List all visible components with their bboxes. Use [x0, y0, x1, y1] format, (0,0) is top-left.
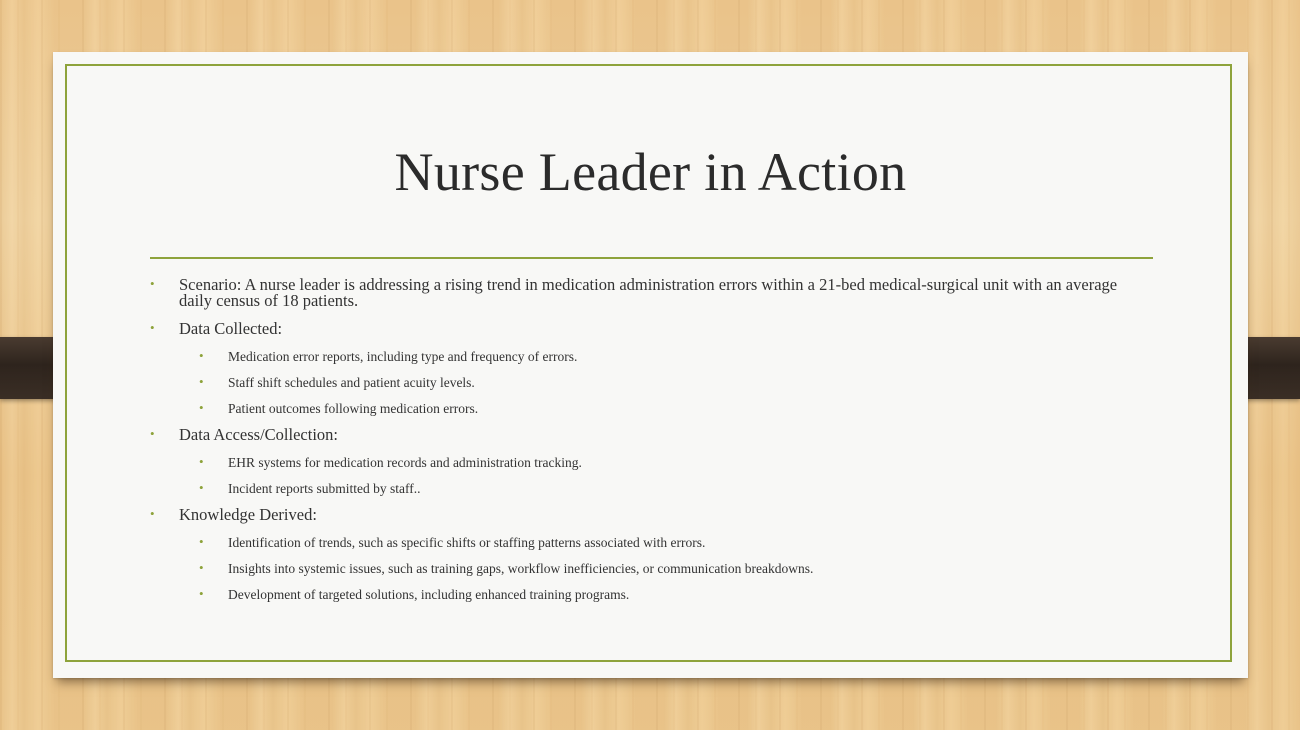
- bullet-marker: •: [199, 534, 204, 549]
- sub-bullet: [150, 349, 1150, 365]
- bullet-marker: •: [199, 560, 204, 575]
- bullet-data-collected: [150, 321, 1150, 337]
- bullet-marker: •: [150, 426, 155, 441]
- sub-bullet-text: Identification of trends, such as specific shifts or staffing patterns associated with errors.: [228, 535, 706, 550]
- bullet-marker: •: [199, 480, 204, 495]
- sub-bullet: [150, 375, 1150, 391]
- bullet-marker: •: [199, 348, 204, 363]
- bullet-scenario: [150, 277, 1150, 309]
- bullet-knowledge-derived: [150, 507, 1150, 523]
- sub-bullet-text: Development of targeted solutions, including enhanced training programs.: [228, 587, 630, 602]
- bullet-marker: •: [199, 586, 204, 601]
- bullet-text: Data Collected:: [179, 319, 283, 338]
- sub-bullet: [150, 401, 1150, 417]
- sub-bullet-text: Patient outcomes following medication errors.: [228, 401, 479, 416]
- sub-bullet-text: EHR systems for medication records and administration tracking.: [228, 455, 582, 470]
- bullet-marker: •: [199, 400, 204, 415]
- sub-bullet-text: Medication error reports, including type and frequency of errors.: [228, 349, 578, 364]
- bullet-text: Scenario: A nurse leader is addressing a rising trend in medication administration errors within a 21-bed medical-surgical unit with an average daily census of 18 patients.: [179, 275, 1118, 310]
- sub-bullet: [150, 455, 1150, 471]
- bullet-marker: •: [150, 506, 155, 521]
- sub-bullet: [150, 535, 1150, 551]
- bullet-marker: •: [199, 374, 204, 389]
- bullet-marker: •: [150, 320, 155, 335]
- bullet-text: Knowledge Derived:: [179, 505, 317, 524]
- sub-bullet-text: Staff shift schedules and patient acuity levels.: [228, 375, 475, 390]
- slide: [53, 52, 1248, 678]
- sub-bullet: [150, 587, 1150, 603]
- bullet-marker: •: [199, 454, 204, 469]
- sub-bullet-text: Incident reports submitted by staff..: [228, 481, 421, 496]
- slide-title: Nurse Leader in Action: [394, 142, 907, 202]
- sub-bullet: [150, 561, 1150, 577]
- sub-bullet: [150, 481, 1150, 497]
- bullet-list: [150, 277, 1150, 613]
- bullet-marker: •: [150, 276, 155, 291]
- bullet-text: Data Access/Collection:: [179, 425, 338, 444]
- title-divider: [150, 257, 1153, 259]
- bullet-data-access: [150, 427, 1150, 443]
- sub-bullet-text: Insights into systemic issues, such as training gaps, workflow inefficiencies, or communication breakdowns.: [228, 561, 814, 576]
